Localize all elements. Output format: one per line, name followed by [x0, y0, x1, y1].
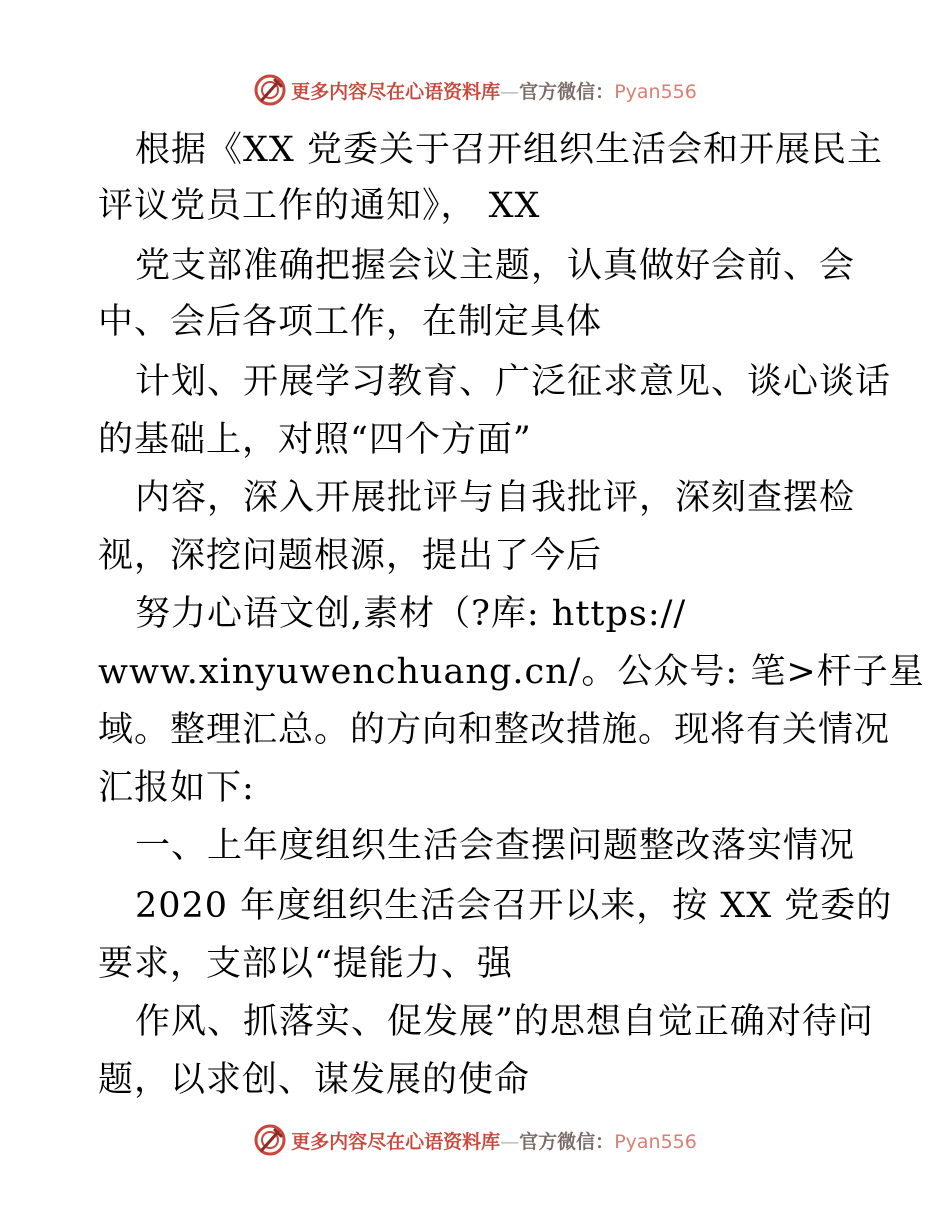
body-line-5: 计划、开展学习教育、广泛征求意见、谈心谈话 [135, 362, 892, 402]
footer-watermark-wechat-label: 官方微信： [519, 1130, 615, 1153]
body-line-6: 的基础上，对照“四个方面” [98, 420, 532, 460]
watermark-wechat-label: 官方微信： [519, 80, 615, 103]
body-line-1: 根据《XX 党委关于召开组织生活会和开展民主 [135, 130, 883, 170]
body-line-4: 中、会后各项工作，在制定具体 [98, 302, 603, 342]
footer-watermark-wechat-id: Pyan556 [614, 1130, 697, 1153]
body-line-16: 作风、抓落实、促发展”的思想自觉正确对待问 [135, 1002, 874, 1042]
footer-watermark-dash: — [500, 1130, 520, 1153]
pen-logo-icon [253, 73, 287, 107]
body-line-7: 内容，深入开展批评与自我批评，深刻查摆检 [135, 478, 856, 518]
body-line-11: 域。整理汇总。的方向和整改措施。现将有关情况 [98, 710, 891, 750]
body-line-8: 视，深挖问题根源，提出了今后 [98, 536, 603, 576]
footer-watermark-brand: 更多内容尽在心语资料库 [291, 1130, 501, 1153]
watermark-dash: — [500, 80, 520, 103]
body-line-15: 要求，支部以“提能力、强 [98, 944, 513, 984]
header-watermark [0, 70, 950, 110]
footer-watermark-text [291, 1127, 697, 1154]
body-line-14: 2020 年度组织生活会召开以来，按 XX 党委的 [135, 886, 893, 926]
body-line-2: 评议党员工作的通知》， XX [98, 186, 541, 226]
pen-logo-icon [253, 1123, 287, 1157]
body-line-17: 题，以求创、谋发展的使命 [98, 1060, 531, 1100]
body-line-3: 党支部准确把握会议主题，认真做好会前、会 [135, 246, 856, 286]
footer-watermark [0, 1120, 950, 1160]
watermark-wechat-id: Pyan556 [614, 80, 697, 103]
watermark-brand: 更多内容尽在心语资料库 [291, 80, 501, 103]
body-line-13: 一、上年度组织生活会查摆问题整改落实情况 [135, 826, 856, 866]
body-line-12: 汇报如下: [98, 768, 255, 808]
body-line-10: www.xinyuwenchuang.cn/。公众号: 笔>杆子星 [98, 652, 925, 692]
body-line-9: 努力心语文创,素材（?库: https:// [135, 594, 687, 634]
watermark-text [291, 77, 697, 104]
